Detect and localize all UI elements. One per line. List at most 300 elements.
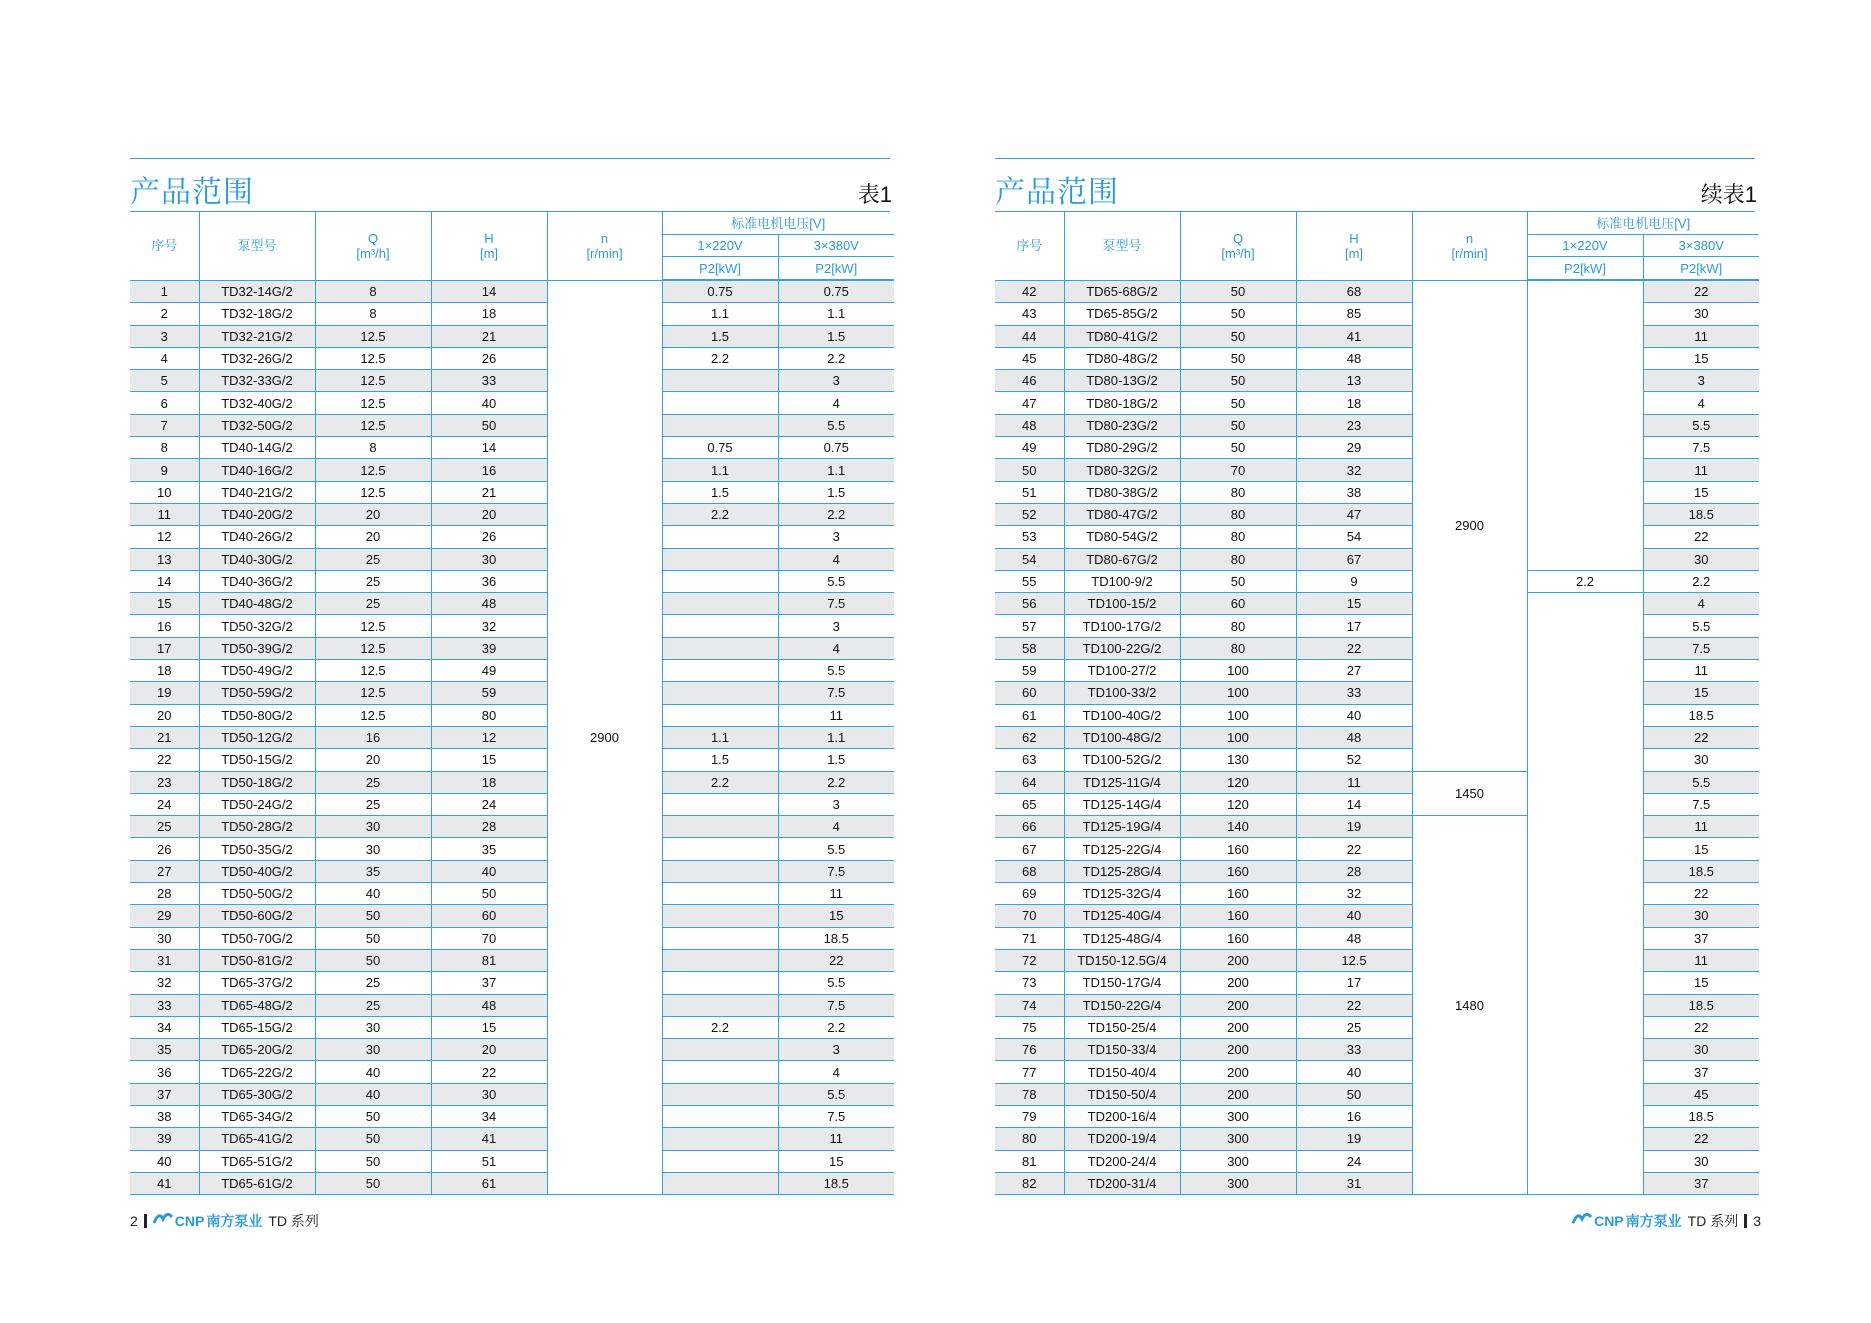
cell-no: 74 bbox=[995, 994, 1064, 1016]
cell-no: 52 bbox=[995, 503, 1064, 525]
cell-model: TD125-14G/4 bbox=[1064, 793, 1180, 815]
cell-model: TD100-27/2 bbox=[1064, 660, 1180, 682]
table-row bbox=[130, 1128, 894, 1150]
cell-p2-v3: 30 bbox=[1643, 303, 1759, 325]
table-row bbox=[130, 437, 894, 459]
n-label: n bbox=[1465, 230, 1474, 246]
table-row bbox=[130, 927, 894, 949]
page-title: 产品范围 bbox=[130, 176, 254, 209]
cell-q: 300 bbox=[1180, 1128, 1296, 1150]
cell-q: 30 bbox=[315, 1016, 431, 1038]
table-row bbox=[130, 570, 894, 592]
cell-no: 40 bbox=[130, 1150, 199, 1172]
cell-no: 60 bbox=[995, 682, 1064, 704]
cell-p2-v3: 30 bbox=[1643, 749, 1759, 771]
cell-p2-v3: 7.5 bbox=[778, 593, 894, 615]
cell-q: 30 bbox=[315, 1039, 431, 1061]
cell-h: 33 bbox=[1296, 682, 1412, 704]
cell-q: 80 bbox=[1180, 526, 1296, 548]
cell-model: TD150-12.5G/4 bbox=[1064, 949, 1180, 971]
cell-p2-v3: 5.5 bbox=[778, 570, 894, 592]
cell-no: 43 bbox=[995, 303, 1064, 325]
table-row bbox=[130, 615, 894, 637]
cell-no: 46 bbox=[995, 370, 1064, 392]
cell-h: 70 bbox=[431, 927, 547, 949]
col-q bbox=[1180, 212, 1296, 280]
cell-q: 50 bbox=[315, 1105, 431, 1127]
cell-q: 60 bbox=[1180, 593, 1296, 615]
cell-h: 14 bbox=[1296, 793, 1412, 815]
cell-h: 50 bbox=[431, 414, 547, 436]
cell-model: TD40-21G/2 bbox=[199, 481, 315, 503]
cell-h: 40 bbox=[431, 860, 547, 882]
cell-p2-v1 bbox=[662, 905, 778, 927]
cell-model: TD32-26G/2 bbox=[199, 347, 315, 369]
cell-model: TD65-68G/2 bbox=[1064, 280, 1180, 303]
table-row bbox=[130, 1039, 894, 1061]
cell-p2-v3: 5.5 bbox=[778, 838, 894, 860]
cell-no: 24 bbox=[130, 793, 199, 815]
cell-p2-v3: 4 bbox=[778, 816, 894, 838]
cell-h: 29 bbox=[1296, 437, 1412, 459]
table-row bbox=[995, 1150, 1759, 1172]
cell-no: 78 bbox=[995, 1083, 1064, 1105]
col-n bbox=[547, 212, 662, 280]
cell-p2-v3: 1.1 bbox=[778, 726, 894, 748]
cell-model: TD65-34G/2 bbox=[199, 1105, 315, 1127]
cell-h: 15 bbox=[431, 1016, 547, 1038]
cell-q: 300 bbox=[1180, 1105, 1296, 1127]
cell-model: TD50-12G/2 bbox=[199, 726, 315, 748]
cell-p2-v3: 30 bbox=[1643, 548, 1759, 570]
footer-divider bbox=[144, 1214, 147, 1228]
cell-model: TD150-50/4 bbox=[1064, 1083, 1180, 1105]
cell-p2-v3: 37 bbox=[1643, 1172, 1759, 1194]
table-row bbox=[995, 949, 1759, 971]
left-page bbox=[130, 158, 890, 1195]
cell-q: 25 bbox=[315, 793, 431, 815]
cell-model: TD150-22G/4 bbox=[1064, 994, 1180, 1016]
brand-name: 南方泵业 bbox=[1625, 1213, 1682, 1229]
cell-model: TD100-48G/2 bbox=[1064, 726, 1180, 748]
cell-p2-v3: 3 bbox=[778, 615, 894, 637]
table-row bbox=[130, 1083, 894, 1105]
cell-h: 19 bbox=[1296, 816, 1412, 838]
cell-h: 12.5 bbox=[1296, 949, 1412, 971]
cell-model: TD150-17G/4 bbox=[1064, 972, 1180, 994]
cell-p2-v3: 2.2 bbox=[778, 503, 894, 525]
cell-no: 70 bbox=[995, 905, 1064, 927]
cell-no: 10 bbox=[130, 481, 199, 503]
cell-h: 48 bbox=[1296, 347, 1412, 369]
h-label: H bbox=[484, 230, 494, 246]
cell-q: 8 bbox=[315, 280, 431, 303]
cell-no: 4 bbox=[130, 347, 199, 369]
cell-p2-v3: 3 bbox=[778, 526, 894, 548]
cell-p2-v1 bbox=[662, 637, 778, 659]
cell-q: 50 bbox=[1180, 392, 1296, 414]
col-v1: 1×220V bbox=[662, 235, 778, 257]
cell-no: 17 bbox=[130, 637, 199, 659]
table-row bbox=[130, 392, 894, 414]
cell-q: 50 bbox=[1180, 570, 1296, 592]
cell-n: 1480 bbox=[1412, 816, 1527, 1195]
cell-no: 54 bbox=[995, 548, 1064, 570]
cell-p2-v1 bbox=[662, 704, 778, 726]
cell-q: 200 bbox=[1180, 1039, 1296, 1061]
cell-model: TD50-80G/2 bbox=[199, 704, 315, 726]
table-row bbox=[995, 570, 1759, 592]
table-row bbox=[995, 660, 1759, 682]
cell-h: 22 bbox=[1296, 994, 1412, 1016]
table-row bbox=[995, 1016, 1759, 1038]
cell-q: 12.5 bbox=[315, 370, 431, 392]
cell-p2-v1 bbox=[662, 1105, 778, 1127]
cell-p2-v1: 1.5 bbox=[662, 481, 778, 503]
cell-model: TD125-22G/4 bbox=[1064, 838, 1180, 860]
cell-p2-v3: 11 bbox=[1643, 325, 1759, 347]
cell-model: TD100-52G/2 bbox=[1064, 749, 1180, 771]
cell-no: 69 bbox=[995, 883, 1064, 905]
cnp-logo bbox=[153, 1211, 263, 1231]
cell-h: 19 bbox=[1296, 1128, 1412, 1150]
page-number: 2 bbox=[130, 1213, 138, 1229]
q-unit: [m³/h] bbox=[356, 245, 390, 261]
table-row bbox=[130, 280, 894, 303]
cell-p2-v3: 7.5 bbox=[1643, 793, 1759, 815]
cell-q: 160 bbox=[1180, 927, 1296, 949]
cell-n: 2900 bbox=[547, 280, 662, 1195]
cell-no: 15 bbox=[130, 593, 199, 615]
cell-model: TD40-30G/2 bbox=[199, 548, 315, 570]
table-row bbox=[130, 481, 894, 503]
cell-p2-v3: 3 bbox=[1643, 370, 1759, 392]
table-row bbox=[130, 370, 894, 392]
section-header bbox=[130, 159, 890, 212]
cell-h: 40 bbox=[1296, 704, 1412, 726]
cell-q: 25 bbox=[315, 570, 431, 592]
cell-no: 39 bbox=[130, 1128, 199, 1150]
cell-p2-v3: 3 bbox=[778, 793, 894, 815]
cell-p2-v3: 18.5 bbox=[1643, 1105, 1759, 1127]
col-model: 泵型号 bbox=[199, 212, 315, 280]
table-row bbox=[995, 994, 1759, 1016]
cell-q: 50 bbox=[1180, 325, 1296, 347]
n-label: n bbox=[600, 230, 609, 246]
cell-p2-v3: 18.5 bbox=[778, 1172, 894, 1194]
cell-no: 49 bbox=[995, 437, 1064, 459]
cell-h: 13 bbox=[1296, 370, 1412, 392]
cell-no: 38 bbox=[130, 1105, 199, 1127]
series-name: TD 系列 bbox=[1687, 1213, 1739, 1229]
cell-h: 14 bbox=[431, 280, 547, 303]
cell-h: 40 bbox=[431, 392, 547, 414]
table-row bbox=[995, 1039, 1759, 1061]
table-row bbox=[995, 838, 1759, 860]
cell-p2-v1: 2.2 bbox=[662, 1016, 778, 1038]
table-row bbox=[995, 1172, 1759, 1194]
cell-model: TD50-60G/2 bbox=[199, 905, 315, 927]
cell-q: 100 bbox=[1180, 704, 1296, 726]
footer-left bbox=[130, 1211, 319, 1231]
cell-no: 50 bbox=[995, 459, 1064, 481]
table-row bbox=[995, 303, 1759, 325]
cell-q: 120 bbox=[1180, 793, 1296, 815]
cell-no: 71 bbox=[995, 927, 1064, 949]
cell-no: 55 bbox=[995, 570, 1064, 592]
cell-q: 200 bbox=[1180, 1083, 1296, 1105]
cell-model: TD50-18G/2 bbox=[199, 771, 315, 793]
col-h bbox=[431, 212, 547, 280]
cell-no: 64 bbox=[995, 771, 1064, 793]
cell-no: 53 bbox=[995, 526, 1064, 548]
cell-no: 25 bbox=[130, 816, 199, 838]
cell-q: 50 bbox=[1180, 347, 1296, 369]
cell-h: 68 bbox=[1296, 280, 1412, 303]
cell-q: 8 bbox=[315, 437, 431, 459]
cell-model: TD40-26G/2 bbox=[199, 526, 315, 548]
cell-p2-v1: 2.2 bbox=[662, 771, 778, 793]
cell-h: 38 bbox=[1296, 481, 1412, 503]
cell-q: 12.5 bbox=[315, 481, 431, 503]
cell-h: 32 bbox=[1296, 459, 1412, 481]
cell-model: TD50-28G/2 bbox=[199, 816, 315, 838]
cell-no: 42 bbox=[995, 280, 1064, 303]
cell-h: 26 bbox=[431, 347, 547, 369]
cell-no: 68 bbox=[995, 860, 1064, 882]
cell-q: 80 bbox=[1180, 503, 1296, 525]
cell-model: TD100-33/2 bbox=[1064, 682, 1180, 704]
cell-no: 23 bbox=[130, 771, 199, 793]
cell-model: TD50-35G/2 bbox=[199, 838, 315, 860]
col-q bbox=[315, 212, 431, 280]
table-row bbox=[995, 392, 1759, 414]
cell-model: TD32-50G/2 bbox=[199, 414, 315, 436]
cell-h: 81 bbox=[431, 949, 547, 971]
cell-p2-v1 bbox=[662, 548, 778, 570]
cell-p2-v3: 30 bbox=[1643, 905, 1759, 927]
cell-p2-v1 bbox=[662, 392, 778, 414]
cell-p2-v3: 7.5 bbox=[778, 994, 894, 1016]
table-row bbox=[130, 303, 894, 325]
col-model: 泵型号 bbox=[1064, 212, 1180, 280]
cell-p2-v3: 1.1 bbox=[778, 303, 894, 325]
cell-no: 61 bbox=[995, 704, 1064, 726]
cell-q: 12.5 bbox=[315, 637, 431, 659]
cell-h: 12 bbox=[431, 726, 547, 748]
cell-h: 20 bbox=[431, 1039, 547, 1061]
cell-p2-v3: 5.5 bbox=[1643, 414, 1759, 436]
cell-p2-v3: 22 bbox=[1643, 280, 1759, 303]
cell-q: 25 bbox=[315, 771, 431, 793]
table-body bbox=[995, 280, 1759, 1195]
cell-q: 50 bbox=[315, 905, 431, 927]
cell-q: 30 bbox=[315, 816, 431, 838]
cell-model: TD80-13G/2 bbox=[1064, 370, 1180, 392]
col-p2-v1: P2[kW] bbox=[662, 257, 778, 281]
cell-p2-v3: 0.75 bbox=[778, 280, 894, 303]
cell-h: 41 bbox=[1296, 325, 1412, 347]
cell-h: 47 bbox=[1296, 503, 1412, 525]
cell-p2-v3: 45 bbox=[1643, 1083, 1759, 1105]
cell-q: 40 bbox=[315, 1083, 431, 1105]
cell-h: 33 bbox=[1296, 1039, 1412, 1061]
cell-q: 80 bbox=[1180, 548, 1296, 570]
cell-q: 300 bbox=[1180, 1172, 1296, 1194]
cell-model: TD150-25/4 bbox=[1064, 1016, 1180, 1038]
cell-h: 30 bbox=[431, 548, 547, 570]
cell-p2-v3: 2.2 bbox=[778, 347, 894, 369]
cell-p2-v1: 1.1 bbox=[662, 726, 778, 748]
cell-h: 54 bbox=[1296, 526, 1412, 548]
cell-model: TD80-48G/2 bbox=[1064, 347, 1180, 369]
cell-p2-v3: 15 bbox=[1643, 682, 1759, 704]
cell-p2-v1: 0.75 bbox=[662, 437, 778, 459]
cell-h: 28 bbox=[1296, 860, 1412, 882]
cell-no: 16 bbox=[130, 615, 199, 637]
cell-p2-v3: 5.5 bbox=[1643, 615, 1759, 637]
cell-no: 81 bbox=[995, 1150, 1064, 1172]
cell-model: TD150-40/4 bbox=[1064, 1061, 1180, 1083]
cell-p2-v1 bbox=[662, 370, 778, 392]
table-row bbox=[995, 503, 1759, 525]
cell-p2-v3: 11 bbox=[1643, 816, 1759, 838]
cell-no: 47 bbox=[995, 392, 1064, 414]
table-row bbox=[130, 637, 894, 659]
product-table-continued bbox=[995, 212, 1759, 1195]
cell-model: TD200-19/4 bbox=[1064, 1128, 1180, 1150]
cell-h: 24 bbox=[1296, 1150, 1412, 1172]
cell-model: TD50-15G/2 bbox=[199, 749, 315, 771]
cell-model: TD80-18G/2 bbox=[1064, 392, 1180, 414]
col-p2-v3: P2[kW] bbox=[1643, 257, 1759, 281]
table-body bbox=[130, 280, 894, 1195]
cell-no: 34 bbox=[130, 1016, 199, 1038]
cell-p2-v3: 11 bbox=[1643, 660, 1759, 682]
table-row bbox=[995, 1083, 1759, 1105]
cell-p2-v3: 18.5 bbox=[1643, 994, 1759, 1016]
cell-q: 50 bbox=[315, 1128, 431, 1150]
cell-p2-v3: 1.5 bbox=[778, 749, 894, 771]
cell-q: 40 bbox=[315, 883, 431, 905]
cell-p2-v3: 22 bbox=[1643, 883, 1759, 905]
table-row bbox=[130, 682, 894, 704]
cell-no: 11 bbox=[130, 503, 199, 525]
cell-no: 62 bbox=[995, 726, 1064, 748]
cell-q: 35 bbox=[315, 860, 431, 882]
table-row bbox=[995, 615, 1759, 637]
table-row bbox=[995, 972, 1759, 994]
cell-h: 30 bbox=[431, 1083, 547, 1105]
col-voltage-group: 标准电机电压[V] bbox=[662, 212, 894, 235]
cell-model: TD65-30G/2 bbox=[199, 1083, 315, 1105]
cell-h: 85 bbox=[1296, 303, 1412, 325]
cell-h: 15 bbox=[1296, 593, 1412, 615]
cell-model: TD50-49G/2 bbox=[199, 660, 315, 682]
cell-q: 50 bbox=[1180, 414, 1296, 436]
cell-q: 140 bbox=[1180, 816, 1296, 838]
cell-no: 7 bbox=[130, 414, 199, 436]
table-row bbox=[130, 860, 894, 882]
cell-p2-v3: 11 bbox=[778, 883, 894, 905]
table-row bbox=[995, 437, 1759, 459]
cell-p2-v3: 15 bbox=[1643, 838, 1759, 860]
cell-p2-v3: 1.1 bbox=[778, 459, 894, 481]
cell-model: TD65-15G/2 bbox=[199, 1016, 315, 1038]
cell-h: 15 bbox=[431, 749, 547, 771]
cell-q: 25 bbox=[315, 548, 431, 570]
table-row bbox=[995, 860, 1759, 882]
cell-p2-v1: 1.1 bbox=[662, 459, 778, 481]
cell-model: TD32-21G/2 bbox=[199, 325, 315, 347]
cell-no: 66 bbox=[995, 816, 1064, 838]
table-row bbox=[130, 526, 894, 548]
footer-right bbox=[1572, 1211, 1761, 1231]
cell-p2-v3: 18.5 bbox=[1643, 704, 1759, 726]
cell-no: 26 bbox=[130, 838, 199, 860]
table-row bbox=[130, 660, 894, 682]
cell-h: 18 bbox=[431, 771, 547, 793]
cell-no: 57 bbox=[995, 615, 1064, 637]
cell-p2-v3: 22 bbox=[1643, 726, 1759, 748]
cell-p2-v3: 15 bbox=[1643, 972, 1759, 994]
cell-n: 1450 bbox=[1412, 771, 1527, 816]
cell-h: 60 bbox=[431, 905, 547, 927]
cell-model: TD65-37G/2 bbox=[199, 972, 315, 994]
cell-no: 73 bbox=[995, 972, 1064, 994]
cell-h: 36 bbox=[431, 570, 547, 592]
cell-p2-v1 bbox=[662, 793, 778, 815]
cell-q: 8 bbox=[315, 303, 431, 325]
cell-no: 14 bbox=[130, 570, 199, 592]
cell-model: TD32-18G/2 bbox=[199, 303, 315, 325]
cell-h: 50 bbox=[1296, 1083, 1412, 1105]
cell-p2-v1 bbox=[662, 994, 778, 1016]
cnp-logo bbox=[1572, 1211, 1682, 1231]
cell-p2-v1: 2.2 bbox=[662, 347, 778, 369]
cell-no: 28 bbox=[130, 883, 199, 905]
cell-p2-v1 bbox=[662, 927, 778, 949]
table-row bbox=[130, 1172, 894, 1194]
cell-h: 16 bbox=[431, 459, 547, 481]
cell-q: 12.5 bbox=[315, 682, 431, 704]
cell-p2-v3: 2.2 bbox=[1643, 570, 1759, 592]
table-row bbox=[130, 414, 894, 436]
n-unit: [r/min] bbox=[1451, 245, 1488, 261]
cell-h: 31 bbox=[1296, 1172, 1412, 1194]
cell-h: 40 bbox=[1296, 905, 1412, 927]
cell-model: TD100-40G/2 bbox=[1064, 704, 1180, 726]
table-row bbox=[995, 905, 1759, 927]
q-label: Q bbox=[367, 230, 379, 246]
cell-p2-v3: 18.5 bbox=[1643, 860, 1759, 882]
cell-p2-v1: 2.2 bbox=[1527, 570, 1643, 592]
table-row bbox=[995, 548, 1759, 570]
cell-q: 50 bbox=[315, 927, 431, 949]
cell-no: 48 bbox=[995, 414, 1064, 436]
col-v3: 3×380V bbox=[778, 235, 894, 257]
table-row bbox=[130, 726, 894, 748]
cell-p2-v3: 7.5 bbox=[778, 1105, 894, 1127]
cell-p2-v1 bbox=[662, 972, 778, 994]
cell-model: TD80-23G/2 bbox=[1064, 414, 1180, 436]
cell-h: 80 bbox=[431, 704, 547, 726]
cell-no: 20 bbox=[130, 704, 199, 726]
table-label: 表1 bbox=[857, 182, 892, 207]
table-row bbox=[995, 280, 1759, 303]
cell-p2-v3: 4 bbox=[1643, 593, 1759, 615]
cell-model: TD50-40G/2 bbox=[199, 860, 315, 882]
